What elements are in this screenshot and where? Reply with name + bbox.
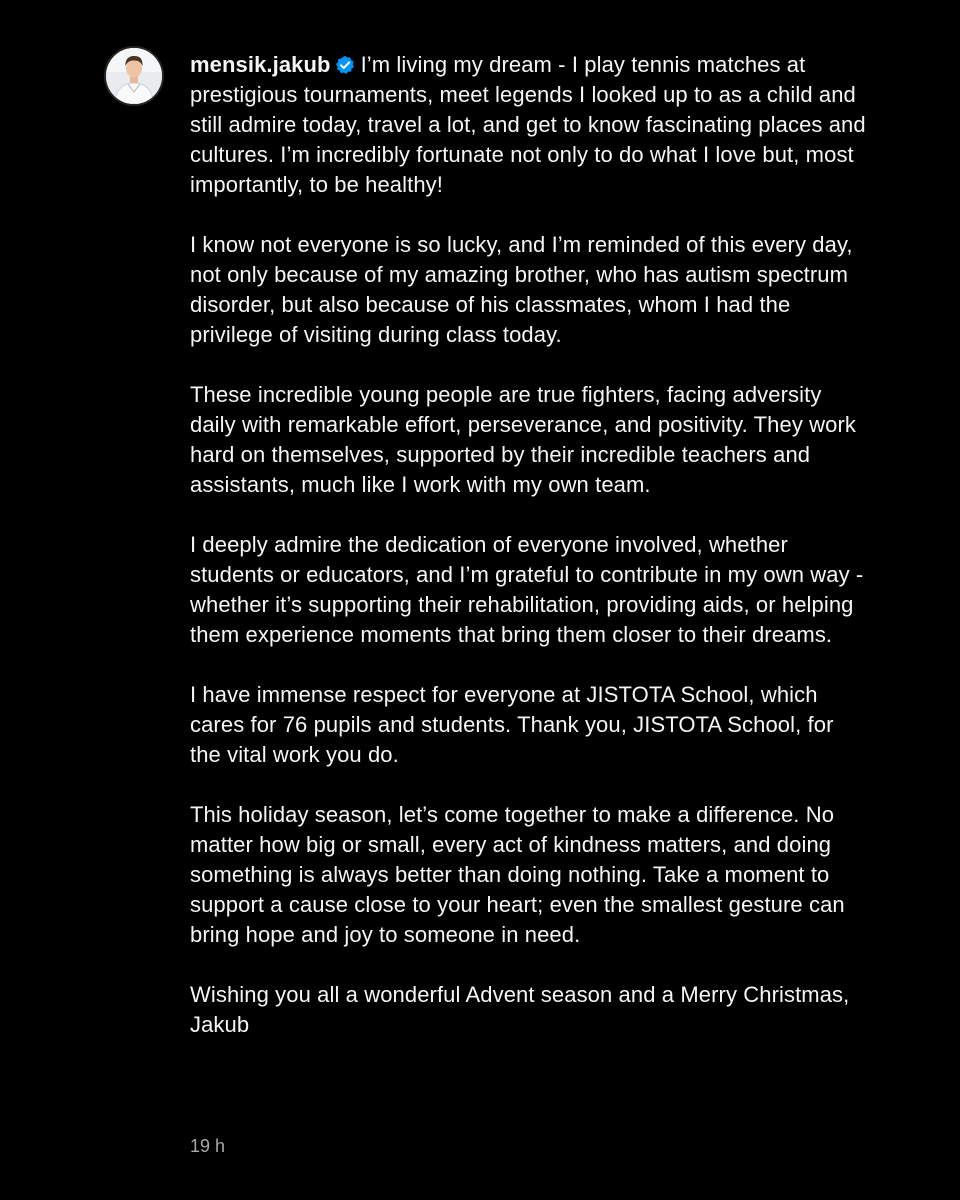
avatar-photo-icon	[106, 48, 162, 104]
closing-line: Wishing you all a wonderful Advent season and a Merry Christmas,	[190, 982, 850, 1007]
caption-paragraph: These incredible young people are true fighters, facing adversity daily with remarkable effort, perseverance, and positivity. They work hard on themselves, supported by their incredible teachers and assistants, much like I work with my own team.	[190, 382, 856, 497]
caption-paragraph: I have immense respect for everyone at JISTOTA School, which cares for 76 pupils and students. Thank you, JISTOTA School, for the vital work you do.	[190, 682, 834, 767]
caption-paragraph: I deeply admire the dedication of everyone involved, whether students or educators, and I’m grateful to contribute in my own way - whether it’s supporting their rehabilitation, providing aids, or helping them experience moments that bring them closer to their dreams.	[190, 532, 864, 647]
signature: Jakub	[190, 1012, 250, 1037]
post-timestamp[interactable]: 19 h	[190, 1136, 226, 1156]
caption-paragraph	[190, 50, 870, 200]
profile-avatar[interactable]	[104, 46, 164, 106]
caption-paragraph: This holiday season, let’s come together to make a difference. No matter how big or small, every act of kindness matters, and doing something is always better than doing nothing. Take a moment to support a cause close to your heart; even the smallest gesture can bring hope and joy to someone in need.	[190, 802, 845, 947]
caption-paragraph: I know not everyone is so lucky, and I’m reminded of this every day, not only because of my amazing brother, who has autism spectrum disorder, but also because of his classmates, whom I had the privilege of visiting during class today.	[190, 232, 853, 347]
verified-badge-icon	[335, 53, 355, 73]
post-caption	[190, 50, 870, 1040]
caption-closing	[190, 980, 870, 1040]
caption-text: I’m living my dream - I play tennis matches at prestigious tournaments, meet legends I looked up to as a child and still admire today, travel a lot, and get to know fascinating places and cultures. I’m incredibly fortunate not only to do what I love but, most importantly, to be healthy!	[190, 52, 866, 197]
username-link[interactable]: mensik.jakub	[190, 52, 331, 77]
